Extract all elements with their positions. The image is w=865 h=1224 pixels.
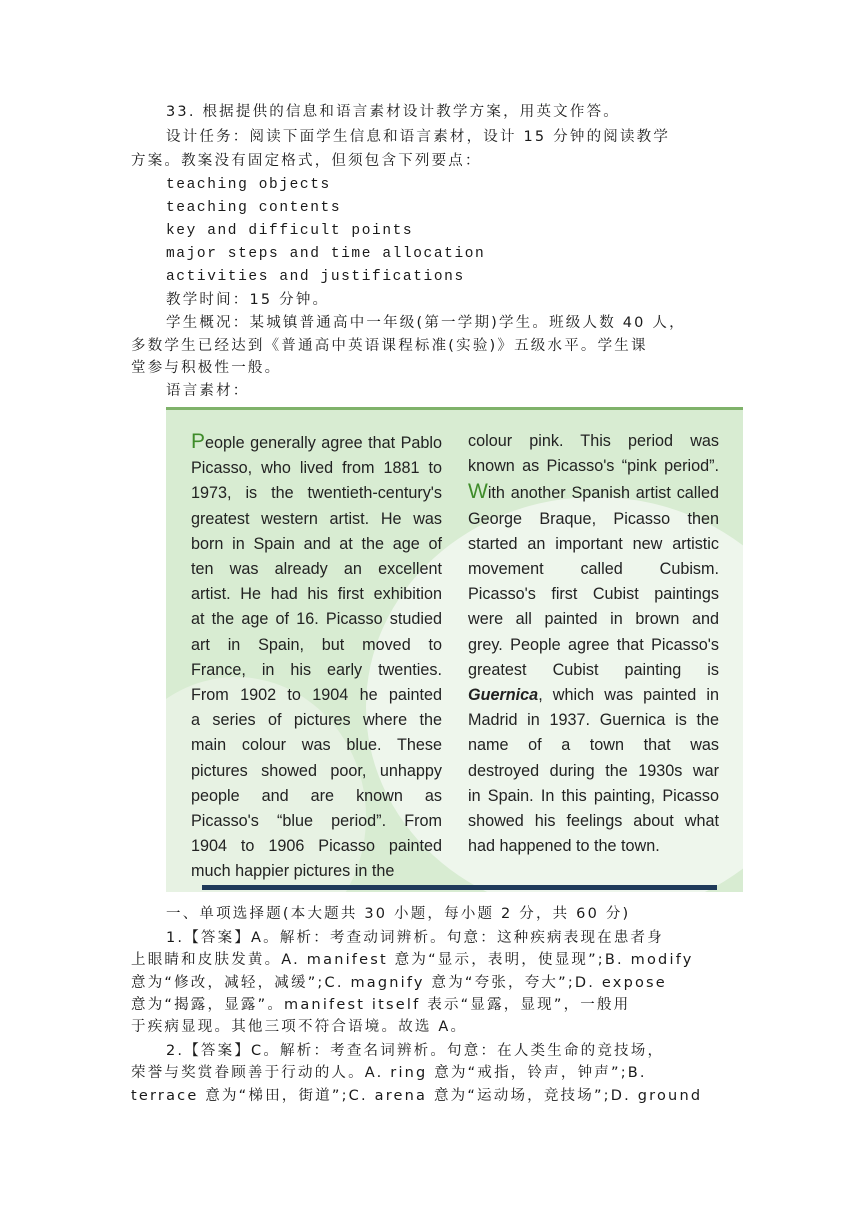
material-line-text: ith another Spanish artist called <box>487 484 719 503</box>
material-line-text: , which was painted in <box>538 686 719 705</box>
material-line <box>191 834 442 859</box>
student-info-line-2: 多数学生已经达到《普通高中英语课程标准(实验)》五级水平。学生课 <box>131 338 648 354</box>
material-line <box>191 481 442 506</box>
answer-2-line: terrace 意为“梯田，街道”;C. arena 意为“运动场，竞技场”;D. ground <box>131 1088 703 1104</box>
material-line-text: born in Spain and at the age of <box>191 534 442 553</box>
answer-2-line: 2.【答案】C。解析：考查名词辨析。句意：在人类生命的竞技场， <box>166 1043 665 1059</box>
student-info-line-1: 学生概况：某城镇普通高中一年级(第一学期)学生。班级人数 40 人， <box>166 315 686 331</box>
material-line <box>468 607 719 632</box>
material-line-text: grey. People agree that Picasso's <box>468 635 719 654</box>
material-line <box>191 429 442 456</box>
material-line <box>191 658 442 683</box>
material-line <box>468 454 719 479</box>
answer-1-line: 上眼睛和皮肤发黄。A. manifest 意为“显示，表明，使显现”;B. modify <box>131 952 694 968</box>
material-line-text: 1973, is the twentieth-century's <box>191 484 442 503</box>
material-line <box>468 507 719 532</box>
drop-initial: P <box>191 430 206 453</box>
reading-material-image <box>166 407 743 892</box>
material-line-text: art in Spain, but moved to <box>191 635 442 654</box>
material-line-text: a series of pictures where the <box>191 711 442 730</box>
material-line-text: pictures showed poor, unhappy <box>191 761 442 780</box>
material-line <box>191 582 442 607</box>
point-item: major steps and time allocation <box>166 246 486 262</box>
material-line-text: were all painted in brown and <box>468 610 719 629</box>
material-line-text: artist. He had his first exhibition <box>191 585 442 604</box>
material-line-text: Picasso's first Cubist paintings <box>468 585 719 604</box>
material-line-text: name of a town that was <box>468 736 719 755</box>
material-line <box>191 859 442 884</box>
material-line <box>468 532 719 557</box>
material-line-text: Picasso's “blue period”. From <box>191 812 442 831</box>
material-line-text: in Spain. In this painting, Picasso <box>468 786 719 805</box>
material-line <box>191 633 442 658</box>
answer-1-line: 于疾病显现。其他三项不符合语境。故选 A。 <box>131 1019 468 1035</box>
material-line-text: greatest Cubist painting is <box>468 660 719 679</box>
material-line <box>191 683 442 708</box>
material-line-text: showed his feelings about what <box>468 812 719 831</box>
material-line <box>468 683 719 708</box>
material-line-text: at the age of 16. Picasso studied <box>191 610 442 629</box>
point-item: activities and justifications <box>166 269 465 285</box>
question-title: 33. 根据提供的信息和语言素材设计教学方案，用英文作答。 <box>166 104 620 120</box>
material-left-column <box>191 429 442 885</box>
task-line-2: 方案。教案没有固定格式，但须包含下列要点： <box>131 153 482 169</box>
teaching-time: 教学时间：15 分钟。 <box>166 292 330 308</box>
painting-title: Guernica <box>468 686 539 705</box>
material-line <box>191 809 442 834</box>
material-line <box>191 607 442 632</box>
material-top-border <box>166 407 743 410</box>
material-line-text: people and are known as <box>191 786 442 805</box>
student-info-line-3: 堂参与积极性一般。 <box>131 360 282 376</box>
material-right-column <box>468 429 719 859</box>
material-line-text: France, in his early twenties. <box>191 660 442 679</box>
drop-initial: W <box>468 480 488 504</box>
point-item: teaching objects <box>166 177 331 193</box>
material-line <box>191 733 442 758</box>
material-line <box>191 532 442 557</box>
material-line <box>468 429 719 454</box>
material-line-text: From 1902 to 1904 he painted <box>191 686 442 705</box>
material-line-text: greatest western artist. He was <box>191 509 442 528</box>
material-line <box>468 708 719 733</box>
answer-1-line: 1.【答案】A。解析：考查动词辨析。句意：这种疾病表现在患者身 <box>166 930 664 946</box>
section-title: 一、单项选择题(本大题共 30 小题，每小题 2 分，共 60 分) <box>166 906 631 922</box>
material-line <box>191 456 442 481</box>
material-line <box>468 633 719 658</box>
material-line-text: Madrid in 1937. Guernica is the <box>468 711 719 730</box>
material-line <box>468 834 719 859</box>
material-line <box>468 784 719 809</box>
material-line <box>191 759 442 784</box>
answer-1-line: 意为“揭露，显露”。manifest itself 表示“显露，显现”，一般用 <box>131 997 631 1013</box>
material-line <box>468 658 719 683</box>
material-label: 语言素材： <box>166 383 250 399</box>
material-line-text: started an important new artistic <box>468 534 719 553</box>
material-line-text: main colour was blue. These <box>191 736 442 755</box>
material-line <box>468 479 719 506</box>
material-line-text: movement called Cubism. <box>468 560 719 579</box>
answer-2-line: 荣誉与奖赏眷顾善于行动的人。A. ring 意为“戒指，铃声，钟声”;B. <box>131 1065 647 1081</box>
material-line <box>468 759 719 784</box>
material-line <box>191 784 442 809</box>
material-line-text: known as Picasso's “pink period”. <box>468 457 719 476</box>
material-line <box>468 557 719 582</box>
material-line-text: much happier pictures in the <box>191 862 395 881</box>
material-line <box>191 557 442 582</box>
material-line <box>468 733 719 758</box>
material-line <box>191 507 442 532</box>
material-line <box>468 809 719 834</box>
material-line-text: destroyed during the 1930s war <box>468 761 719 780</box>
material-line-text: had happened to the town. <box>468 837 660 856</box>
material-line-text: 1904 to 1906 Picasso painted <box>191 837 442 856</box>
material-line <box>468 582 719 607</box>
answer-1-line: 意为“修改，减轻，减缓”;C. magnify 意为“夸张，夸大”;D. expose <box>131 975 667 991</box>
material-line <box>191 708 442 733</box>
material-line-text: George Braque, Picasso then <box>468 509 719 528</box>
material-line-text: eople generally agree that Pablo <box>205 434 442 452</box>
point-item: key and difficult points <box>166 223 414 239</box>
material-line-text: Picasso, who lived from 1881 to <box>191 459 442 478</box>
material-bottom-border <box>202 885 717 890</box>
point-item: teaching contents <box>166 200 342 216</box>
material-line-text: ten was already an excellent <box>191 560 442 579</box>
material-line-text: colour pink. This period was <box>468 432 719 450</box>
task-line-1: 设计任务：阅读下面学生信息和语言素材，设计 15 分钟的阅读教学 <box>166 129 671 145</box>
